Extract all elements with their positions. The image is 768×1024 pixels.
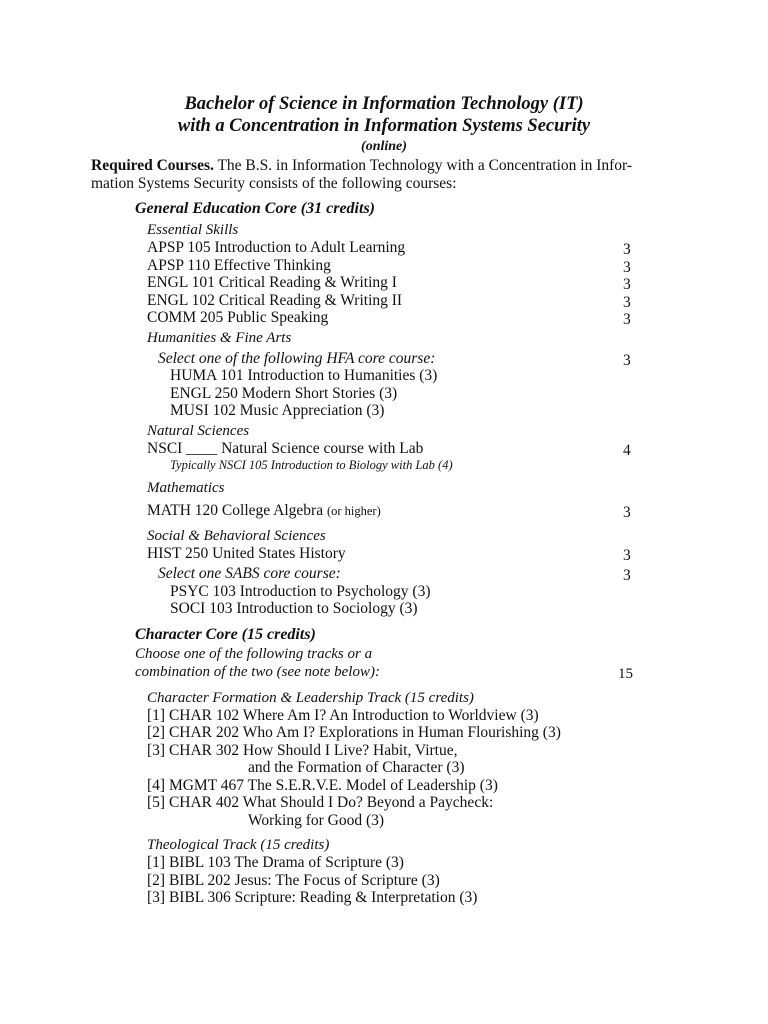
history-course: HIST 250 United States History [147, 544, 346, 562]
humanities-options [0, 367, 768, 420]
track-course [147, 777, 768, 795]
intro-line-1 [91, 157, 691, 175]
track-course-title: [3] BIBL 306 Scripture: Reading & Interpretation (3) [147, 889, 478, 906]
track-course [147, 724, 768, 742]
track-course-title: [1] BIBL 103 The Drama of Scripture (3) [147, 854, 404, 871]
course-title: APSP 110 Effective Thinking [147, 256, 331, 274]
formation-track-heading: Character Formation & Leadership Track (15 credits) [147, 689, 474, 706]
essential-skills-heading: Essential Skills [147, 222, 239, 238]
natural-sciences-heading: Natural Sciences [147, 422, 250, 439]
intro-text-1: The B.S. in Information Technology with a Concentration in Infor- [213, 157, 633, 174]
track-course [147, 742, 768, 777]
sabs-select-text: Select one SABS core course: [158, 565, 341, 582]
history-course-row [147, 545, 768, 563]
course-credits: 3 [623, 311, 631, 328]
character-core-heading: Character Core (15 credits) [135, 625, 316, 643]
course-option: MUSI 102 Music Appreciation (3) [170, 402, 385, 419]
humanities-select-row [158, 350, 768, 368]
humanities-heading: Humanities & Fine Arts [147, 329, 292, 346]
math-qualifier: (or higher) [326, 504, 381, 518]
essential-skills-list [0, 239, 768, 327]
course-row [147, 239, 768, 257]
math-course-row [147, 502, 768, 521]
degree-title [0, 93, 768, 137]
track-course [147, 707, 768, 725]
course-row [147, 274, 768, 292]
delivery-format: (online) [361, 139, 407, 154]
natural-science-course-row [147, 440, 768, 458]
math-credits: 3 [623, 504, 631, 521]
track-course [147, 872, 768, 890]
course-title: COMM 205 Public Speaking [147, 309, 329, 326]
natural-science-credits: 4 [623, 441, 631, 459]
character-core-credits: 15 [618, 665, 633, 682]
history-credits: 3 [623, 546, 631, 564]
course-title: APSP 105 Introduction to Adult Learning [147, 239, 406, 256]
course-option: HUMA 101 Introduction to Humanities (3) [170, 367, 438, 384]
course-credits: 3 [623, 293, 631, 311]
gen-ed-heading: General Education Core (31 credits) [135, 200, 375, 217]
sabs-options [0, 583, 768, 618]
track-course [147, 889, 768, 907]
math-course: MATH 120 College Algebra [147, 502, 324, 519]
track-course [147, 794, 768, 829]
theological-track-heading: Theological Track (15 credits) [147, 837, 330, 853]
course-credits: 3 [623, 276, 631, 293]
degree-title-line-1: Bachelor of Science in Information Technology (IT) [184, 94, 584, 114]
course-credits: 3 [623, 258, 631, 276]
social-sciences-heading: Social & Behavioral Sciences [147, 527, 326, 544]
humanities-credits: 3 [623, 351, 631, 369]
track-course-title: [2] CHAR 202 Who Am I? Explorations in Human Flourishing (3) [147, 724, 561, 741]
track-course-continuation: Working for Good (3) [248, 811, 385, 829]
natural-science-note: Typically NSCI 105 Introduction to Biology with Lab (4) [170, 458, 453, 472]
course-option: PSYC 103 Introduction to Psychology (3) [170, 582, 431, 600]
track-course-title: [4] MGMT 467 The S.E.R.V.E. Model of Leadership (3) [147, 776, 498, 794]
character-core-note-line-2: combination of the two (see note below): [135, 663, 380, 680]
track-course-title: [5] CHAR 402 What Should I Do? Beyond a Paycheck: [147, 794, 494, 811]
course-row [147, 309, 768, 327]
sabs-credits: 3 [623, 567, 631, 584]
course-row [147, 257, 768, 275]
track-course-title: [1] CHAR 102 Where Am I? An Introduction to Worldview (3) [147, 706, 539, 724]
course-title: ENGL 101 Critical Reading & Writing I [147, 274, 397, 291]
humanities-select-text: Select one of the following HFA core course: [158, 349, 436, 367]
mathematics-heading: Mathematics [147, 480, 225, 496]
character-core-note-line-1: Choose one of the following tracks or a [135, 645, 373, 662]
track-course-continuation: and the Formation of Character (3) [248, 759, 465, 776]
natural-science-course: NSCI ____ Natural Science course with Lab [147, 439, 424, 457]
character-core-note-row [135, 663, 768, 681]
course-option: SOCI 103 Introduction to Sociology (3) [170, 600, 418, 617]
course-row [147, 292, 768, 310]
course-title: ENGL 102 Critical Reading & Writing II [147, 291, 403, 309]
sabs-select-row [158, 565, 768, 583]
track-course-title: [2] BIBL 202 Jesus: The Focus of Scripture (3) [147, 871, 440, 889]
intro-line-2: mation Systems Security consists of the following courses: [91, 175, 457, 192]
track-course [147, 854, 768, 872]
track-course-title: [3] CHAR 302 How Should I Live? Habit, Virtue, [147, 741, 458, 759]
degree-title-line-2: with a Concentration in Information Systems Security [177, 116, 591, 136]
theological-track-list [0, 854, 768, 907]
formation-track-list [0, 707, 768, 830]
course-option: ENGL 250 Modern Short Stories (3) [170, 384, 398, 402]
intro-lead: Required Courses. [91, 157, 214, 174]
course-credits: 3 [623, 241, 631, 258]
intro-paragraph [91, 157, 691, 193]
